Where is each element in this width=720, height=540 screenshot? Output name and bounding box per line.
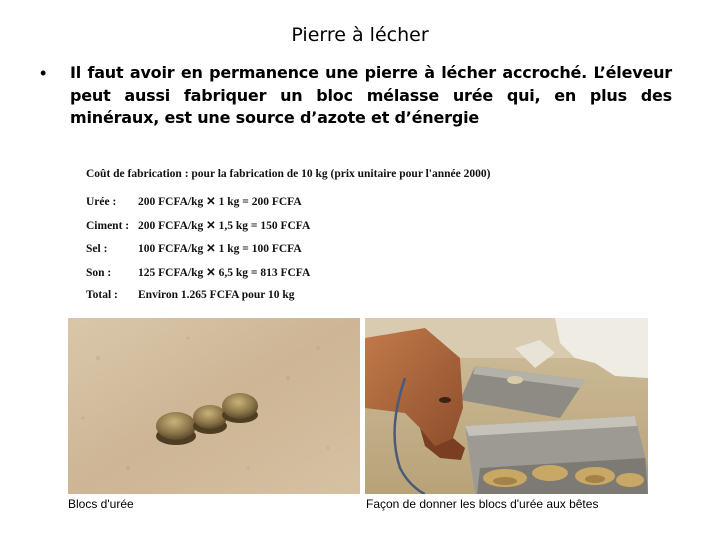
cost-row-calc: 125 FCFA/kg ✕ 6,5 kg = 813 FCFA (138, 267, 311, 279)
cost-row-sel (86, 241, 302, 255)
photo-feeding-cow (365, 318, 648, 494)
urea-block-1 (156, 412, 196, 445)
cost-row-label: Urée : (86, 196, 117, 208)
cost-row-calc: Environ 1.265 FCFA pour 10 kg (138, 289, 295, 301)
cost-table-heading: Coût de fabrication : pour la fabrication de 10 kg (prix unitaire pour l'année 2000) (86, 168, 491, 180)
urea-block-2 (193, 405, 227, 434)
caption-feeding-cow: Façon de donner les blocs d'urée aux bêtes (366, 497, 599, 511)
caption-urea-blocks: Blocs d'urée (68, 497, 134, 511)
cost-row-label: Son : (86, 267, 112, 279)
cost-row-label: Total : (86, 289, 118, 301)
bullet-text: Il faut avoir en permanence une pierre à lécher accroché. L’éleveur peut aussi fabriquer un bloc mélasse urée qui, en plus des minéraux, est une source d’azote et d’énergie (70, 63, 672, 127)
cost-row-label: Sel : (86, 243, 108, 255)
slide-title: Pierre à lécher (291, 24, 429, 46)
cost-row-calc: 200 FCFA/kg ✕ 1 kg = 200 FCFA (138, 196, 302, 208)
cost-row-calc: 100 FCFA/kg ✕ 1 kg = 100 FCFA (138, 243, 302, 255)
cost-row-total (86, 289, 295, 301)
bullet-marker: • (40, 63, 47, 83)
bullet-point (40, 62, 672, 130)
photo-urea-blocks (68, 318, 360, 494)
urea-block-3 (222, 393, 258, 423)
cost-row-label: Ciment : (86, 220, 130, 232)
cost-row-calc: 200 FCFA/kg ✕ 1,5 kg = 150 FCFA (138, 220, 311, 232)
cost-row-uree (86, 194, 302, 208)
cost-row-son (86, 265, 310, 279)
cost-row-ciment (86, 218, 310, 232)
